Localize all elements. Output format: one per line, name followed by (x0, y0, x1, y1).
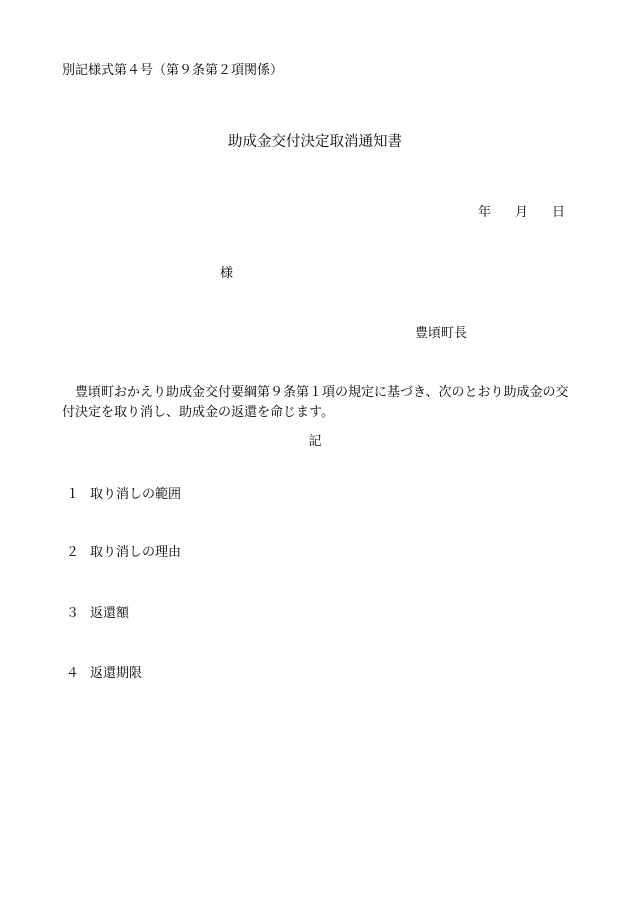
date-day-label: 日 (552, 205, 566, 220)
item-label: 返還期限 (90, 666, 143, 681)
date-line (478, 206, 565, 219)
date-year-label: 年 (478, 205, 492, 220)
list-item (66, 546, 181, 559)
item-label: 取り消しの理由 (90, 545, 182, 560)
item-label: 取り消しの範囲 (90, 487, 182, 502)
item-number: ３ (66, 606, 80, 621)
form-label: 別記様式第４号（第９条第２項関係） (62, 63, 284, 78)
item-number: ２ (66, 545, 80, 560)
date-month-label: 月 (515, 205, 529, 220)
body-text: 豊頃町おかえり助成金交付要綱第９条第１項の規定に基づき、次のとおり助成金の交付決定を取り消し、助成金の返還を命じます。 (62, 385, 569, 420)
item-label: 返還額 (90, 606, 130, 621)
issuer-name: 豊頃町長 (415, 326, 468, 341)
list-item (66, 667, 142, 680)
item-number: １ (66, 487, 80, 502)
document-title: 助成金交付決定取消通知書 (228, 134, 402, 150)
item-number: ４ (66, 666, 80, 681)
recipient-suffix: 様 (220, 266, 234, 281)
list-item (66, 488, 181, 501)
ki-heading: 記 (308, 434, 322, 449)
list-item (66, 607, 129, 620)
